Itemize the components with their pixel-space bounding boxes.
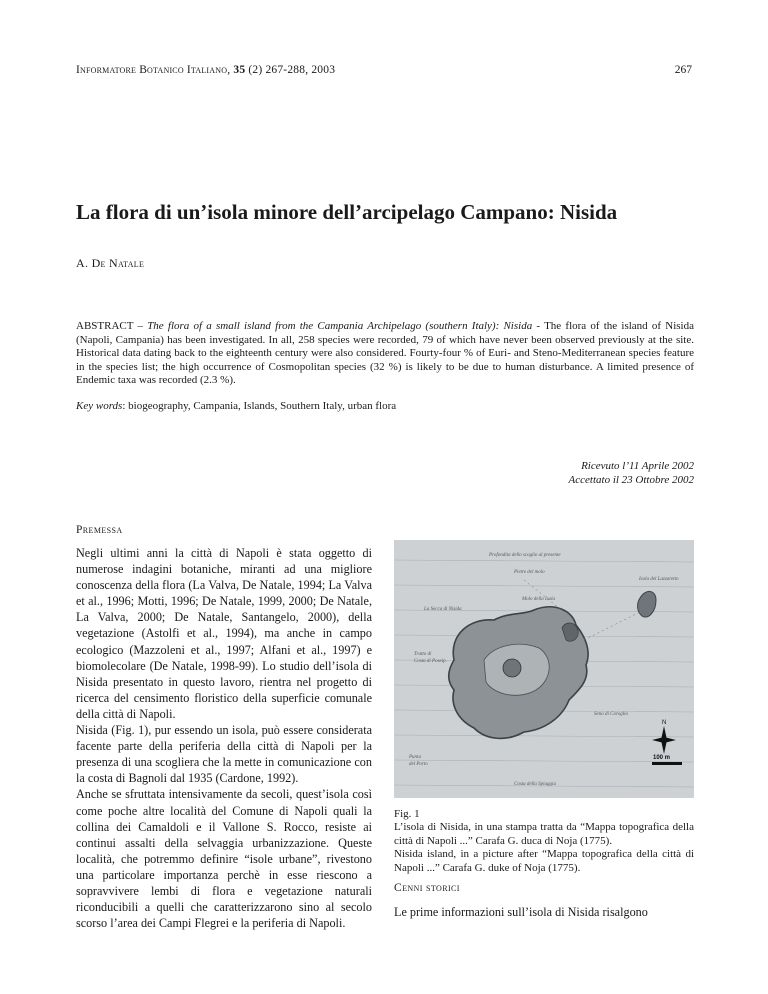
paragraph-1: Negli ultimi anni la città di Napoli è stata oggetto di numerose indagini botaniche, miranti ad una migliore conoscenza della flora (La Valva, De Natale, 1994; La Valva et al., 1996; Motti, 1996; De Natale, 1999, 2000; De Natale, La Valva, 2000; De Natale, Santangelo, 2000), della vegetazione (Astolfi et al., 1994), ma anche in campo ecologico (Mazzoleni et al., 1997; Alfani et al., 1997) e biomolecolare (De Natale, 1998-99). Lo studio dell’isola di Nisida presentato in questo lavoro, rientra nel progetto di ricerca del censimento floristico della superficie comunale della città di Napoli. xyxy=(76,546,372,721)
svg-text:Molo della Isola: Molo della Isola xyxy=(522,597,556,602)
body-text-left-column xyxy=(76,545,372,931)
svg-text:Costa di Poseip.: Costa di Poseip. xyxy=(414,659,447,664)
abstract-text: - The flora of the island of Nisida (Napoli, Campania) has been investigated. In all, 258 species were recorded, 79 of which have never been observed previously at the site. Historical data dating back to the eighteenth century were also considered. Fourty-four % of Euri- and Steno-Mediterranean species feature in the species list; the high occurrence of Cosmopolitan species (32 %) is likely to be due to human disturbance. A limited presence of Endemic taxa was recorded (2.3 %). xyxy=(76,320,694,387)
svg-text:100 m: 100 m xyxy=(653,755,671,761)
section-heading-premessa: Premessa xyxy=(76,524,123,536)
journal-volume: 35 xyxy=(233,64,246,76)
page-number: 267 xyxy=(674,64,692,76)
svg-text:N: N xyxy=(662,720,667,726)
figure-caption-italian: L’isola di Nisida, in una stampa tratta da “Mappa topografica della città di Napoli ...” Carafa G. duca di Noja (1775). xyxy=(394,821,694,847)
article-title: La flora di un’isola minore dell’arcipelago Campano: Nisida xyxy=(76,200,618,224)
svg-text:Pietre del molo: Pietre del molo xyxy=(514,570,545,575)
received-dates xyxy=(569,460,694,487)
svg-text:Seno di Coroglio: Seno di Coroglio xyxy=(594,712,628,717)
paragraph-2: Nisida (Fig. 1), pur essendo un isola, può essere considerata facente parte della periferia della città di Napoli per la presenza di una scogliera che la mette in comunicazione con la costa di Bagnoli dal 1935 (Cardone, 1992). xyxy=(76,723,372,786)
svg-text:Costa della Spiaggia: Costa della Spiaggia xyxy=(514,782,556,787)
figure-1-historical-map xyxy=(394,540,694,798)
figure-caption xyxy=(394,808,694,875)
svg-text:Punta: Punta xyxy=(409,755,421,760)
received-date: Ricevuto l’11 Aprile 2002 xyxy=(581,460,694,472)
journal-issue-pages: (2) 267-288, 2003 xyxy=(248,64,336,76)
accepted-date: Accettato il 23 Ottobre 2002 xyxy=(568,473,694,486)
journal-name: Informatore Botanico Italiano xyxy=(76,64,228,76)
abstract-english-title: The flora of a small island from the Campania Archipelago (southern Italy): Nisida xyxy=(147,320,533,332)
keywords-label: Key words xyxy=(76,400,123,412)
abstract-label: ABSTRACT – xyxy=(76,320,143,332)
keywords-text: : biogeography, Campania, Islands, Southern Italy, urban flora xyxy=(122,400,397,412)
abstract xyxy=(76,320,694,388)
map-engraving xyxy=(394,540,694,798)
svg-text:Isola del Lazzaretto: Isola del Lazzaretto xyxy=(639,577,679,582)
keywords xyxy=(76,400,694,412)
paragraph-3: Anche se sfruttata intensivamente da secoli, quest’isola così come poche altre località del Comune di Napoli quali la collina dei Camaldoli e il Vallone S. Rocco, resiste ai continui assalti della selvaggia urbanizzazione. Queste località, che potremmo definire “isole urbane”, rivestono una particolare importanza perchè in esse riescono a sopravvivere lembi di flora e vegetazione naturali riconducibili a quelli che caratterizzarono sino al secolo scorso l’area dei Campi Flegrei e la periferia di Napoli. xyxy=(76,787,372,931)
section-heading-cenni-storici: Cenni storici xyxy=(394,882,460,894)
svg-text:Tratto di: Tratto di xyxy=(414,652,432,657)
svg-text:Profondita dello scoglio al pr: Profondita dello scoglio al presente xyxy=(489,553,561,558)
figure-caption-english: Nisida island, in a picture after “Mappa topografica della città di Napoli ...” Carafa G. duke of Noja (1775). xyxy=(394,848,694,874)
svg-text:del Porto: del Porto xyxy=(409,762,428,767)
figure-label: Fig. 1 xyxy=(394,808,420,820)
article-author: A. De Natale xyxy=(76,256,145,270)
svg-text:La Secca di Nisida: La Secca di Nisida xyxy=(424,607,462,612)
body-text-right-column: Le prime informazioni sull’isola di Nisida risalgono xyxy=(394,905,648,919)
running-header: Informatore Botanico Italiano, 35 (2) 267-288, 2003 xyxy=(76,64,336,76)
